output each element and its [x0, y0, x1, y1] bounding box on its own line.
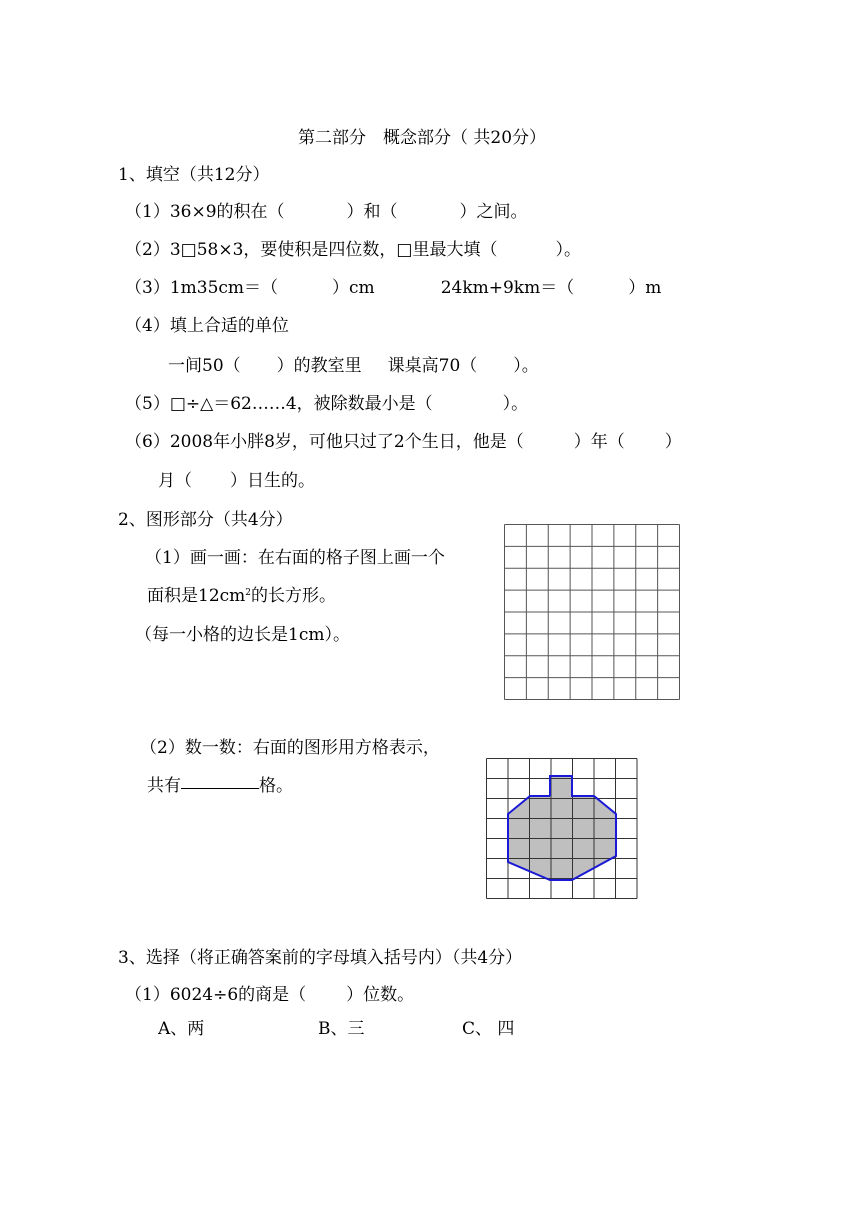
question-2-1-line3: （每一小格的边长是1cm）。	[135, 625, 350, 645]
q2-2-line2-prefix: 共有	[147, 776, 181, 796]
q1-4-b-prefix: 课桌高70（	[387, 356, 478, 376]
q2-1-superscript: 2	[245, 588, 252, 598]
q1-1-mid: ）和（	[346, 202, 398, 222]
question-1-3	[125, 280, 661, 297]
q1-4-a-suffix: ）的教室里	[276, 356, 362, 376]
option-c[interactable]: C、 四	[462, 1019, 515, 1039]
question-2-2-line2	[147, 778, 293, 795]
q1-6-mid: ）年（	[573, 432, 625, 452]
question-1-6-line1	[125, 434, 682, 451]
counting-grid-figure	[486, 758, 638, 900]
question-1-5	[125, 396, 528, 413]
answer-blank[interactable]	[181, 787, 259, 789]
q1-2-suffix: ）。	[555, 240, 581, 260]
question-1-1	[125, 204, 528, 221]
section1-heading: 1、填空（共12分）	[118, 165, 270, 185]
question-1-6-line2	[158, 473, 315, 490]
q2-1-line2-suffix: 的长方形。	[251, 586, 337, 606]
q3-1-prefix: （1）6024÷6的商是（	[125, 985, 307, 1005]
question-1-4: （4）填上合适的单位	[125, 316, 289, 336]
q1-6-line2-suffix: ）日生的。	[230, 471, 315, 491]
question-2-2-line1: （2）数一数：右面的图形用方格表示，	[140, 738, 440, 758]
q1-6-prefix: （6）2008年小胖8岁，可他只过了2个生日，他是（	[125, 432, 524, 452]
q1-4-b-suffix: ）。	[513, 356, 539, 376]
q2-1-line2-prefix: 面积是12cm	[147, 586, 246, 606]
drawing-grid[interactable]	[504, 524, 680, 700]
q1-5-prefix: （5）□÷△＝62……4，被除数最小是（	[125, 394, 433, 414]
question-1-2	[125, 242, 581, 259]
q1-2-prefix: （2）3□58×3，要使积是四位数，□里最大填（	[125, 240, 498, 260]
q1-3-b-suffix: ）m	[628, 278, 662, 298]
question-3-1	[125, 987, 414, 1004]
q1-3-b-prefix: 24km+9km＝（	[440, 278, 575, 298]
q1-3-a-suffix: ）cm	[332, 278, 375, 298]
q2-2-line2-suffix: 格。	[259, 776, 293, 796]
q1-1-prefix: （1）36×9的积在（	[125, 202, 285, 222]
section3-heading: 3、选择（将正确答案前的字母填入括号内）（共4分）	[118, 948, 523, 968]
q1-1-suffix: ）之间。	[459, 202, 528, 222]
q1-5-suffix: ）。	[502, 394, 529, 414]
option-a[interactable]: A、两	[158, 1019, 205, 1039]
question-2-1-line2	[147, 588, 336, 605]
section2-heading: 2、图形部分（共4分）	[118, 510, 293, 530]
page-title: 第二部分 概念部分（ 共20分）	[298, 128, 547, 148]
q1-3-a-prefix: （3）1m35cm＝（	[125, 278, 279, 298]
q3-1-suffix: ）位数。	[346, 985, 415, 1005]
option-b[interactable]: B、三	[318, 1019, 365, 1039]
q1-6-line2-prefix: 月（	[158, 471, 192, 491]
question-2-1-line1: （1）画一画：在右面的格子图上画一个	[145, 548, 445, 568]
q1-6-suffix: ）	[664, 432, 682, 452]
q1-4-a-prefix: 一间50（	[168, 356, 241, 376]
question-1-4-units	[168, 358, 539, 375]
